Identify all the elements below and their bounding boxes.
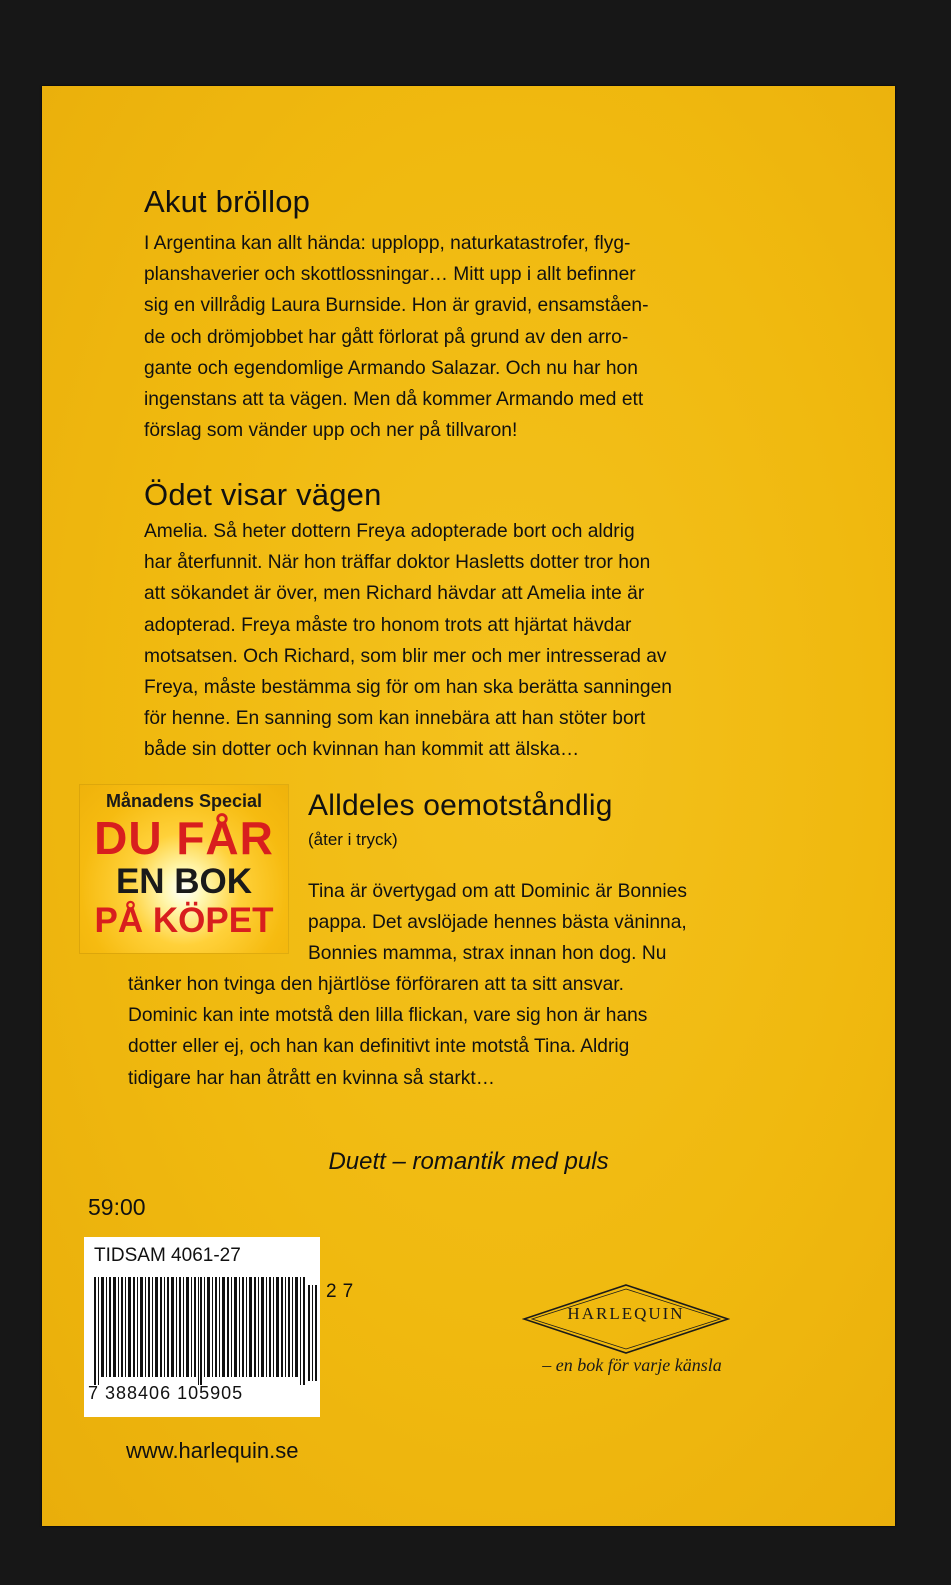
body-line: ingenstans att ta vägen. Men då kommer Armando med ett xyxy=(144,389,644,411)
body-line: Tina är övertygad om att Dominic är Bonnies xyxy=(308,881,687,902)
special-offer-badge xyxy=(80,785,288,953)
body-line: adopterad. Freya måste tro honom trots att hjärtat hävdar xyxy=(144,614,632,636)
body-line: de och drömjobbet har gått förlorat på grund av den arro- xyxy=(144,326,629,348)
badge-line-4: PÅ KÖPET xyxy=(94,901,274,940)
body-line: tänker hon tvinga den hjärtlöse förföraren att ta sitt ansvar. xyxy=(128,974,624,995)
body-line: förslag som vänder upp och ner på tillvaron! xyxy=(144,420,518,442)
body-line: pappa. Det avslöjade hennes bästa väninna, xyxy=(308,912,687,934)
barcode-icon xyxy=(92,1277,318,1387)
harlequin-logo-text: HARLEQUIN xyxy=(567,1304,685,1323)
section-subtitle: (åter i tryck) xyxy=(308,830,398,849)
body-line: för henne. En sanning som kan innebära att han stöter bort xyxy=(144,708,646,730)
body-line: dotter eller ej, och han kan definitivt inte motstå Tina. Aldrig xyxy=(128,1036,630,1058)
section-title-akut-brollop: Akut bröllop xyxy=(144,184,311,219)
section-body-short-lines xyxy=(308,876,687,970)
body-line: motsatsen. Och Richard, som blir mer och mer intresserad av xyxy=(144,645,667,667)
body-line: både sin dotter och kvinnan han kommit att älska… xyxy=(144,739,580,761)
section-body-alldeles-oemotstandlig xyxy=(128,969,647,1094)
barcode-addon-number: 27 xyxy=(326,1281,360,1302)
body-line: sig en villrådig Laura Burnside. Hon är gravid, ensamståen- xyxy=(144,295,649,317)
badge-line-3: EN BOK xyxy=(115,862,253,901)
publisher-slogan: – en bok för varje känsla xyxy=(542,1355,722,1375)
body-line: Dominic kan inte motstå den lilla flickan, vare sig hon är hans xyxy=(128,1005,648,1027)
barcode-label xyxy=(84,1237,360,1417)
body-line: Bonnies mamma, strax innan hon dog. Nu xyxy=(308,943,667,965)
barcode-number: 7 388406 105905 xyxy=(88,1383,244,1403)
section-body-odet-visar-vagen xyxy=(144,516,672,766)
series-tagline: Duett – romantik med puls xyxy=(328,1148,609,1175)
body-line: att sökandet är över, men Richard hävdar att Amelia inte är xyxy=(144,583,645,605)
body-line: har återfunnit. När hon träffar doktor Hasletts dotter tror hon xyxy=(144,552,651,574)
section-title-odet-visar-vagen: Ödet visar vägen xyxy=(144,477,382,512)
badge-line-2: DU FÅR xyxy=(94,812,274,864)
website-url: www.harlequin.se xyxy=(126,1438,299,1463)
body-line: gante och egendomlige Armando Salazar. Och nu har hon xyxy=(144,357,638,379)
section-title-alldeles-oemotstandlig: Alldeles oemotståndlig xyxy=(308,789,613,822)
body-line: tidigare har han åtrått en kvinna så starkt… xyxy=(128,1067,495,1089)
section-body-akut-brollop xyxy=(144,228,648,446)
body-line: planshaverier och skottlossningar… Mitt upp i allt befinner xyxy=(144,264,636,286)
body-line: I Argentina kan allt hända: upplopp, naturkatastrofer, flyg- xyxy=(144,233,631,254)
barcode-code-label: TIDSAM 4061-27 xyxy=(94,1245,241,1266)
body-line: Freya, måste bestämma sig för om han ska berätta sanningen xyxy=(144,677,672,699)
price: 59:00 xyxy=(88,1194,146,1220)
badge-line-1: Månadens Special xyxy=(105,791,263,811)
body-line: Amelia. Så heter dottern Freya adopterade bort och aldrig xyxy=(144,521,635,542)
